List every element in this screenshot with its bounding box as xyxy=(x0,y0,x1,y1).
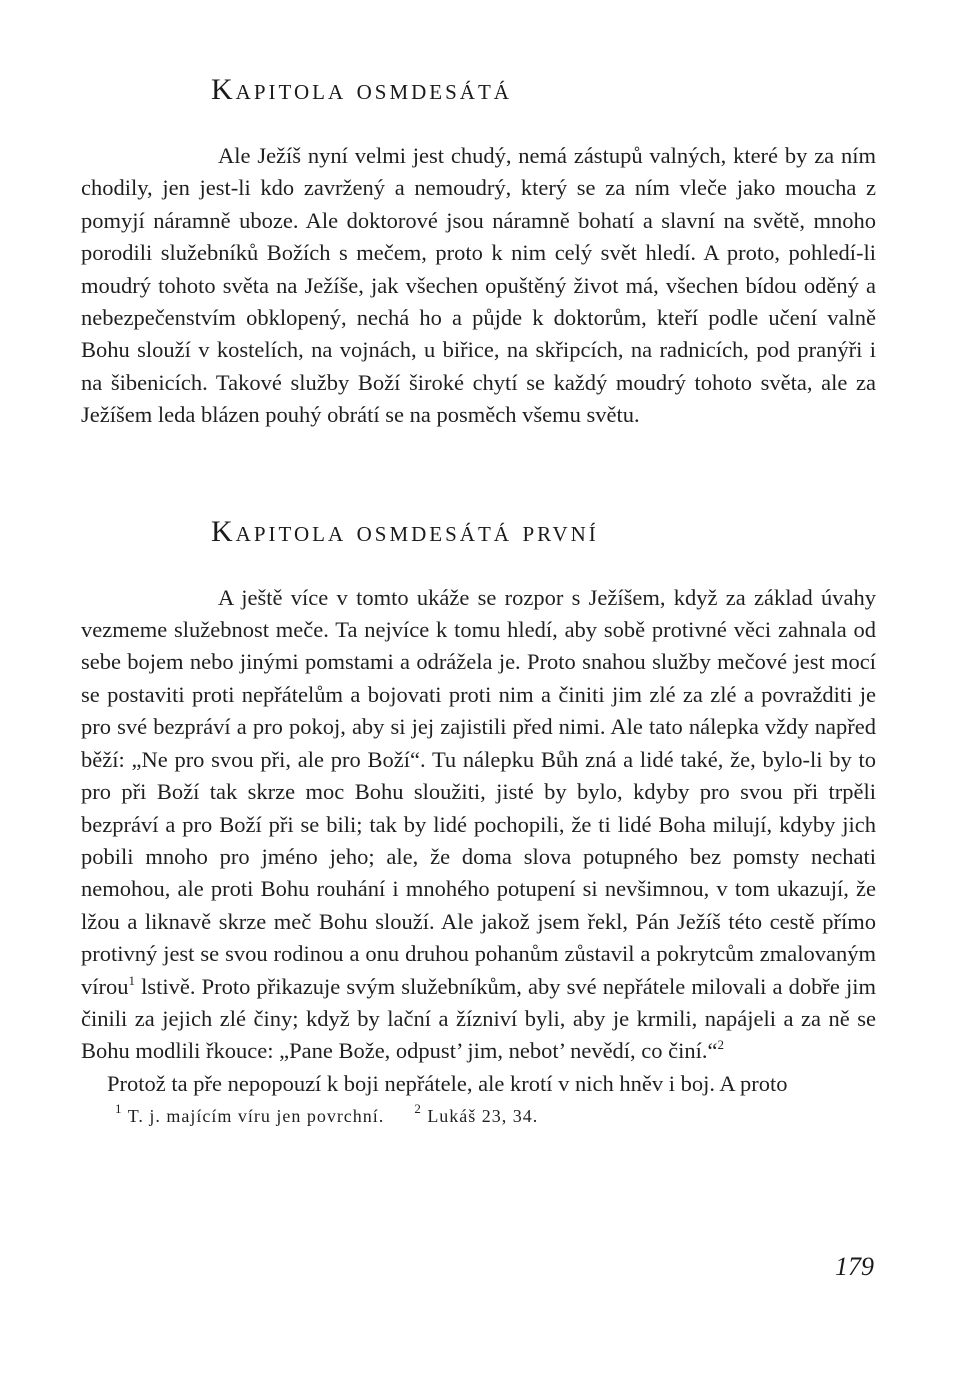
footnotes xyxy=(81,1102,876,1130)
chapter-81-paragraph-1-part-a: A ještě více v tomto ukáže se rozpor s Ježíšem, když za základ úvahy vezmeme služebnost meče. Ta nejvíce k tomu hledí, aby sobě protivné věci zahnala od sebe bojem nebo jinými pomstami a odrážela je. Proto snahou služby mečové jest mocí se postaviti proti nepřátelům a bojovati proti nim a činiti jim zlé za zlé a povražditi je pro své bezpráví a pro pokoj, aby si jej zajistili před nimi. Ale tato nálepka vždy napřed běží: „Ne pro svou při, ale pro Boží“. Tu nálepku Bůh zná a lidé také, že, bylo-li by to pro při Boží tak skrze moc Bohu sloužiti, jisté by bylo, kdyby pro svou při trpěli bezpráví a pro Boží při se bili; tak by lidé pochopili, že ti lidé Boha milují, kdyby jich pobili mnoho pro jméno jeho; ale, že doma slova potupného bez pomsty nechati nemohou, ale proti Bohu rouhání i mnohého potupení si nevšimnou, v tom ukazují, že lžou a liknavě skrze meč Bohu slouží. Ale jakož jsem řekl, Pán Ježíš této cestě přímo protivný jest se svou rodinou a onu druhou pohanům zůstavil a pokrytcům zmalovaným vírou xyxy=(81,584,876,999)
chapter-81-paragraph-2: Protož ta pře nepopouzí k boji nepřátele, ale krotí v nich hněv i boj. A proto xyxy=(107,1070,788,1096)
chapter-81-paragraph-1 xyxy=(81,582,876,1068)
footnote-2-text: Lukáš 23, 34. xyxy=(427,1106,539,1127)
footnote-1-marker: 1 xyxy=(115,1101,123,1117)
footnote-reference-1: 1 xyxy=(128,972,135,988)
page-number: 179 xyxy=(835,1252,874,1281)
chapter-81-title: Kapitola osmdesátá první xyxy=(211,514,599,548)
book-page xyxy=(81,70,876,1130)
chapter-81-paragraph-1-part-b: lstivě. Proto přikazuje svým služebníkům, aby své nepřátele milovali a dobře jim činili za jejich zlé činy; když by lační a žízniví byli, aby je krmili, napájeli a za ně se Bohu modlili řkouce: „Pane Bože, odpust’ jim, nebot’ nevědí, co činí.“ xyxy=(81,973,876,1064)
footnote-1-text: T. j. majícím víru jen povrchní. xyxy=(127,1106,385,1127)
footnote-reference-2: 2 xyxy=(717,1037,725,1053)
chapter-80-paragraph: Ale Ježíš nyní velmi jest chudý, nemá zástupů valných, které by za ním chodily, jen jest-li kdo zavržený a nemoudrý, který se za ním vleče jako moucha z pomyjí náramně uboze. Ale doktorové jsou náramně bohatí a slavní na světě, mnoho porodili služebníků Božích s mečem, proto k nim celý svět hledí. A proto, pohledí-li moudrý tohoto světa na Ježíše, jak všechen opuštěný život má, všechen bídou oděný a nebezpečenstvím obklopený, nechá ho a půjde k doktorům, kteří podle učení valně Bohu slouží v kostelích, na vojnách, u biřice, na skřipcích, na radnicích, pod pranýři i na šibenicích. Takové služby Boží široké chytí se každý moudrý tohoto světa, ale za Ježíšem leda blázen pouhý obrátí se na posměch všemu světu. xyxy=(81,143,876,428)
footnote-2-marker: 2 xyxy=(414,1101,422,1117)
chapter-80-title: Kapitola osmdesátá xyxy=(211,73,512,106)
